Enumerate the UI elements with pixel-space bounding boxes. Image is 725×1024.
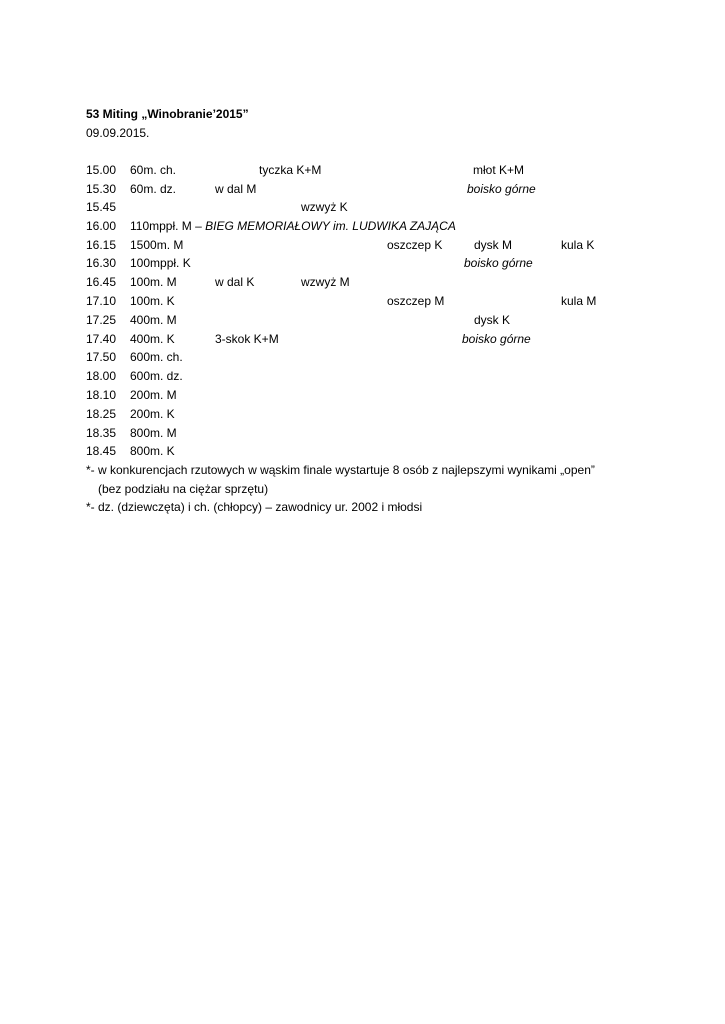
row-event: 800m. K	[130, 444, 175, 458]
row-field-event: dysk M	[474, 238, 513, 252]
row-event: 100m. M	[130, 275, 177, 289]
row-time: 17.25	[86, 313, 117, 327]
row-time: 18.45	[86, 444, 117, 458]
note-age-categories: *- dz. (dziewczęta) i ch. (chłopcy) – zawodnicy ur. 2002 i młodsi	[86, 500, 423, 514]
note-throwing-final: *- w konkurencjach rzutowych w wąskim finale wystartuje 8 osób z najlepszymi wynikami „open”	[86, 463, 595, 477]
row-event-special: BIEG MEMORIAŁOWY im. LUDWIKA ZAJĄCA	[205, 219, 456, 233]
row-time: 17.10	[86, 294, 117, 308]
row-event: 600m. ch.	[130, 350, 183, 364]
row-field-event: oszczep M	[387, 294, 445, 308]
row-time: 15.30	[86, 182, 117, 196]
row-event: 400m. M	[130, 313, 177, 327]
row-field-event: kula M	[561, 294, 597, 308]
row-field-event: w dal K	[215, 275, 255, 289]
row-event-main: 110mppł. M –	[130, 219, 202, 233]
row-event: 60m. dz.	[130, 182, 177, 196]
document-title: 53 Miting „Winobranie’2015”	[86, 107, 249, 121]
row-time: 17.50	[86, 350, 117, 364]
row-time: 16.15	[86, 238, 117, 252]
row-field-event: kula K	[561, 238, 595, 252]
row-event: 100m. K	[130, 294, 175, 308]
row-event: 400m. K	[130, 332, 175, 346]
row-venue: boisko górne	[462, 332, 531, 346]
row-field-event: młot K+M	[473, 163, 525, 177]
row-time: 18.35	[86, 426, 117, 440]
row-event	[130, 219, 456, 233]
row-field-event: 3-skok K+M	[215, 332, 279, 346]
row-event: 200m. M	[130, 388, 177, 402]
row-venue: boisko górne	[464, 256, 533, 270]
document-date: 09.09.2015.	[86, 126, 150, 140]
row-event: 1500m. M	[130, 238, 184, 252]
row-event: 800m. M	[130, 426, 177, 440]
row-time: 18.00	[86, 369, 117, 383]
row-time: 16.45	[86, 275, 117, 289]
row-field-event: oszczep K	[387, 238, 443, 252]
row-time: 15.45	[86, 200, 117, 214]
row-field-event: tyczka K+M	[259, 163, 322, 177]
row-event: 200m. K	[130, 407, 175, 421]
row-time: 15.00	[86, 163, 117, 177]
row-time: 18.10	[86, 388, 117, 402]
row-event: 100mppł. K	[130, 256, 191, 270]
row-event: 60m. ch.	[130, 163, 177, 177]
row-event: 600m. dz.	[130, 369, 183, 383]
row-field-event: dysk K	[474, 313, 511, 327]
row-field-event: wzwyż K	[301, 200, 348, 214]
note-throwing-final-continued: (bez podziału na ciężar sprzętu)	[98, 482, 269, 496]
row-venue: boisko górne	[467, 182, 536, 196]
row-field-event: wzwyż M	[301, 275, 350, 289]
row-time: 16.00	[86, 219, 117, 233]
row-time: 18.25	[86, 407, 117, 421]
row-time: 17.40	[86, 332, 117, 346]
row-field-event: w dal M	[215, 182, 257, 196]
row-time: 16.30	[86, 256, 117, 270]
